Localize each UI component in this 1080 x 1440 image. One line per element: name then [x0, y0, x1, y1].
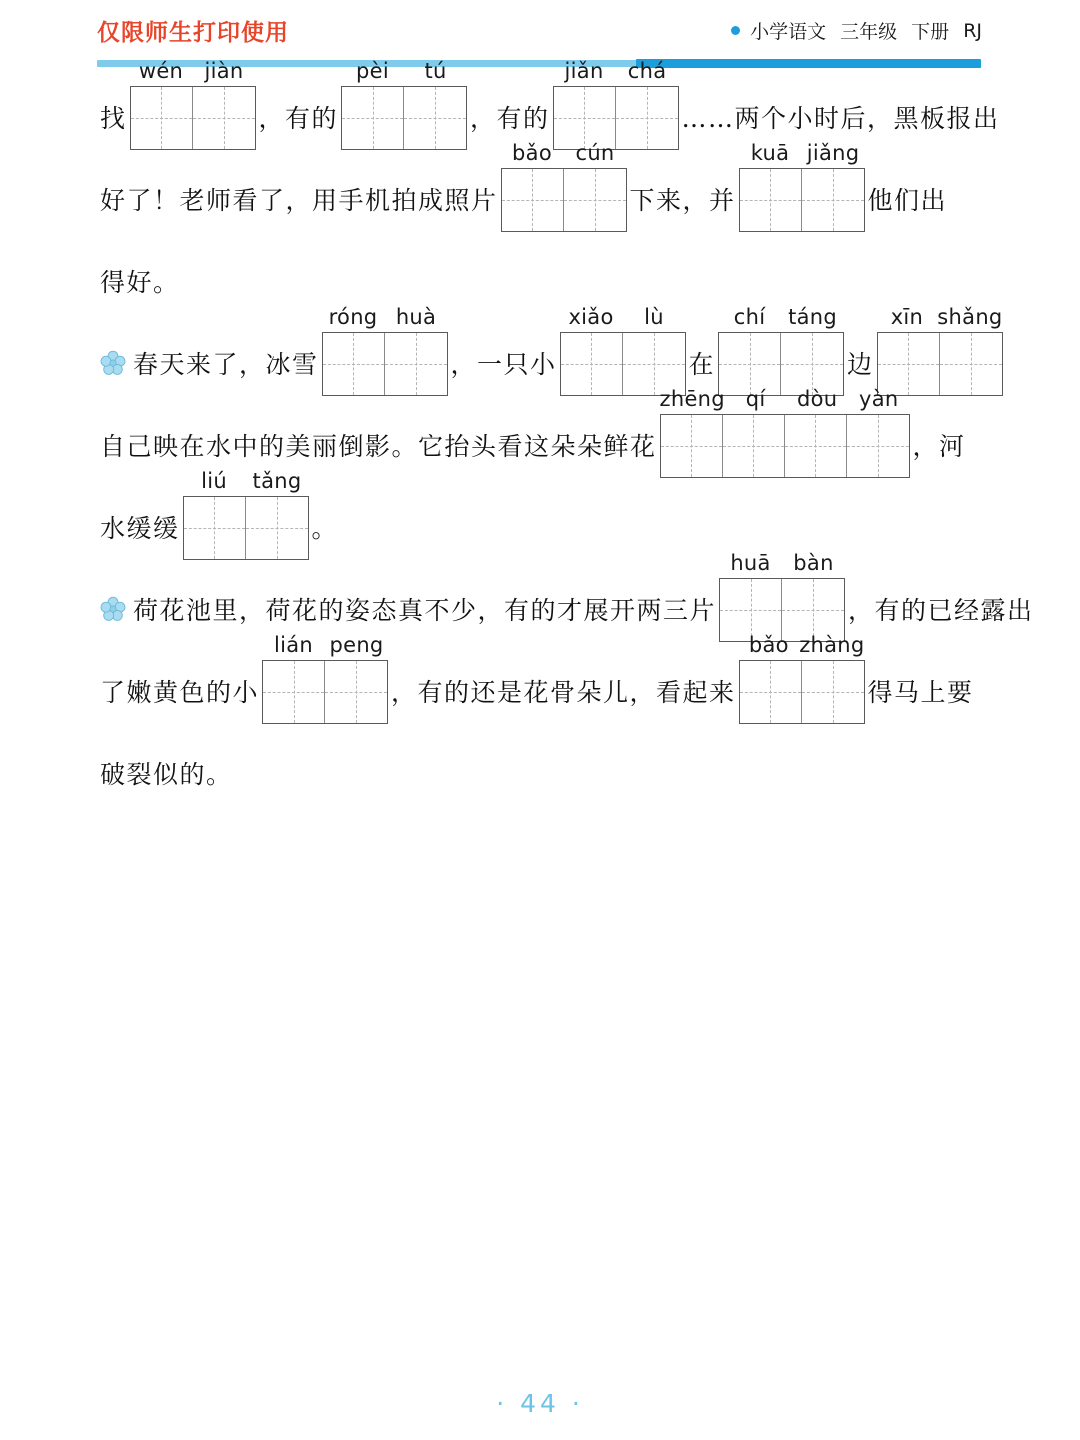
pinyin-label: dòu [797, 387, 838, 411]
pinyin-answer-group [322, 305, 448, 396]
sentence-text: 水缓缓 [100, 514, 180, 543]
tianzige-cell[interactable] [342, 87, 404, 149]
worksheet-line [0, 59, 1080, 150]
pinyin-label: tǎng [252, 469, 302, 493]
pinyin-row [262, 633, 388, 657]
pinyin-label: yàn [858, 387, 899, 411]
pinyin-row [660, 387, 910, 411]
worksheet-line [0, 724, 1080, 806]
pinyin-answer-group [718, 305, 844, 396]
pinyin-label: róng [328, 305, 378, 329]
pinyin-answer-group [739, 633, 865, 724]
pinyin-row [183, 469, 309, 493]
pinyin-answer-group [877, 305, 1003, 396]
pinyin-label: bàn [793, 551, 834, 575]
tianzige-cell[interactable] [554, 87, 616, 149]
tianzige-answer-box[interactable] [183, 496, 309, 560]
tianzige-cell[interactable] [564, 169, 626, 231]
sentence-text: 。 [311, 514, 339, 543]
sentence-text: ，有的 [470, 104, 550, 133]
tianzige-cell[interactable] [720, 579, 782, 641]
tianzige-cell[interactable] [719, 333, 781, 395]
flower-icon [100, 596, 126, 622]
tianzige-cell[interactable] [878, 333, 940, 395]
worksheet-line [0, 633, 1080, 724]
sentence-text: 荷花池里，荷花的姿态真不少，有的才展开两三片 [133, 596, 717, 625]
tianzige-answer-box[interactable] [130, 86, 256, 150]
pinyin-label: zhàng [799, 633, 865, 657]
pinyin-row [739, 141, 865, 165]
pinyin-answer-group [262, 633, 388, 724]
tianzige-cell[interactable] [323, 333, 385, 395]
pinyin-label: bǎo [512, 141, 552, 165]
tianzige-cell[interactable] [781, 333, 843, 395]
pinyin-row [719, 551, 845, 575]
pinyin-label: shǎng [937, 305, 1003, 329]
tianzige-cell[interactable] [246, 497, 308, 559]
pinyin-answer-group [501, 141, 627, 232]
sentence-text: 得马上要 [867, 678, 974, 707]
worksheet-line [0, 551, 1080, 642]
pinyin-row [341, 59, 467, 83]
page-footer [0, 1389, 1080, 1418]
sentence-text: 边 [847, 350, 874, 379]
tianzige-cell[interactable] [184, 497, 246, 559]
bullet-dot-icon [731, 26, 740, 35]
pinyin-row [877, 305, 1003, 329]
pinyin-label: cún [575, 141, 615, 165]
worksheet-line [0, 469, 1080, 560]
header-rule-right-segment [636, 59, 981, 68]
pinyin-label: xiǎo [568, 305, 614, 329]
pinyin-label: zhēng [659, 387, 725, 411]
subject-label: 小学语文 [750, 21, 827, 43]
tianzige-cell[interactable] [740, 661, 802, 723]
pinyin-label: xīn [890, 305, 924, 329]
pinyin-label: jiǎn [564, 59, 604, 83]
tianzige-cell[interactable] [561, 333, 623, 395]
worksheet-line [0, 141, 1080, 232]
sentence-text: ，有的 [258, 104, 339, 133]
tianzige-answer-box[interactable] [322, 332, 448, 396]
tianzige-cell[interactable] [193, 87, 255, 149]
pinyin-label: pèi [356, 59, 390, 83]
sentence-text: 在 [688, 350, 716, 379]
tianzige-answer-box[interactable] [660, 414, 910, 478]
print-restriction-notice: 仅限师生打印使用 [97, 20, 289, 46]
pinyin-row [501, 141, 627, 165]
pinyin-label: chá [627, 59, 667, 83]
book-metadata [731, 17, 982, 44]
tianzige-cell[interactable] [131, 87, 193, 149]
tianzige-cell[interactable] [847, 415, 909, 477]
tianzige-cell[interactable] [616, 87, 678, 149]
tianzige-cell[interactable] [385, 333, 447, 395]
sentence-text: ……两个小时后，黑板报出 [681, 104, 1000, 133]
sentence-text: 春天来了，冰雪 [133, 350, 319, 379]
worksheet-line [0, 305, 1080, 396]
sentence-text: 了嫩黄色的小 [100, 678, 260, 707]
pinyin-answer-group [739, 141, 865, 232]
pinyin-row [322, 305, 448, 329]
pinyin-answer-group [560, 305, 686, 396]
sentence-text: 破裂似的。 [100, 760, 233, 789]
flower-icon [100, 350, 126, 376]
worksheet-line [0, 232, 1080, 314]
pinyin-label: peng [329, 633, 384, 657]
pinyin-answer-group [130, 59, 256, 150]
tianzige-cell[interactable] [661, 415, 723, 477]
pinyin-answer-group [719, 551, 845, 642]
sentence-text: ，有的已经露出 [848, 596, 1034, 625]
tianzige-cell[interactable] [502, 169, 564, 231]
pinyin-row [718, 305, 844, 329]
pinyin-label: jiàn [204, 59, 244, 83]
sentence-text: ，有的还是花骨朵儿，看起来 [391, 678, 736, 707]
pinyin-label: liú [201, 469, 227, 493]
pinyin-label: wén [138, 59, 184, 83]
pinyin-row [560, 305, 686, 329]
pinyin-row [553, 59, 679, 83]
pinyin-answer-group [341, 59, 467, 150]
sentence-text: 自己映在水中的美丽倒影。它抬头看这朵朵鲜花 [100, 432, 657, 461]
tianzige-cell[interactable] [263, 661, 325, 723]
pinyin-label: chí [733, 305, 766, 329]
grade-label: 三年级 [840, 21, 898, 43]
volume-label: 下册 [911, 21, 950, 43]
pinyin-label: huà [395, 305, 437, 329]
pinyin-label: tú [424, 59, 447, 83]
sentence-text: ，河 [912, 432, 966, 461]
tianzige-cell[interactable] [940, 333, 1002, 395]
tianzige-answer-box[interactable] [341, 86, 467, 150]
pinyin-row [739, 633, 865, 657]
pinyin-label: táng [788, 305, 838, 329]
tianzige-cell[interactable] [802, 661, 864, 723]
tianzige-cell[interactable] [404, 87, 466, 149]
tianzige-cell[interactable] [802, 169, 864, 231]
page-number: · 44 · [496, 1389, 584, 1418]
tianzige-answer-box[interactable] [262, 660, 388, 724]
tianzige-cell[interactable] [785, 415, 847, 477]
pinyin-answer-group [660, 387, 910, 478]
tianzige-cell[interactable] [325, 661, 387, 723]
pinyin-label: kuā [750, 141, 790, 165]
worksheet-line [0, 387, 1080, 478]
tianzige-cell[interactable] [740, 169, 802, 231]
page-header [0, 14, 1080, 62]
publisher-label: RJ [963, 19, 982, 42]
pinyin-answer-group [553, 59, 679, 150]
pinyin-label: bǎo [748, 633, 789, 657]
pinyin-row [130, 59, 256, 83]
pinyin-label: qí [745, 387, 766, 411]
sentence-text: 得好。 [100, 268, 180, 297]
worksheet-body [0, 59, 1080, 806]
sentence-text: ，一只小 [450, 350, 557, 379]
tianzige-answer-box[interactable] [739, 660, 865, 724]
tianzige-cell[interactable] [782, 579, 844, 641]
tianzige-answer-box[interactable] [739, 168, 865, 232]
pinyin-label: lù [644, 305, 664, 329]
sentence-text: 他们出 [867, 186, 948, 215]
sentence-text: 下来，并 [629, 186, 736, 215]
pinyin-answer-group [183, 469, 309, 560]
tianzige-cell[interactable] [623, 333, 685, 395]
pinyin-label: huā [730, 551, 771, 575]
sentence-text: 找 [100, 104, 127, 133]
tianzige-cell[interactable] [723, 415, 785, 477]
tianzige-answer-box[interactable] [501, 168, 627, 232]
sentence-text: 好了！老师看了，用手机拍成照片 [100, 186, 498, 215]
pinyin-label: jiǎng [806, 141, 860, 165]
pinyin-label: lián [273, 633, 314, 657]
